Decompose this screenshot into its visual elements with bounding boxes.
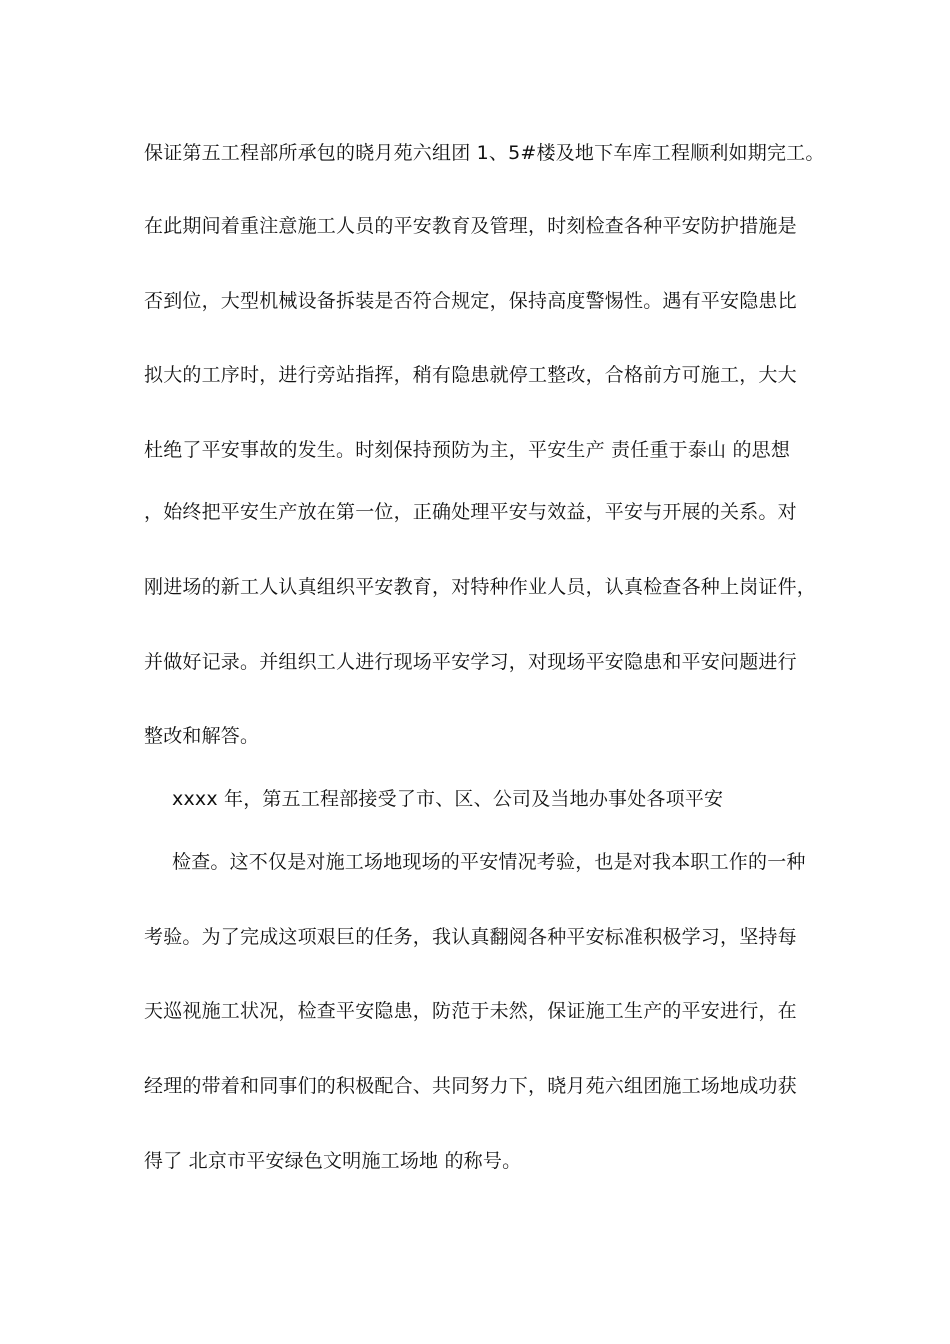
paragraph-line: 天巡视施工状况，检查平安隐患，防范于未然，保证施工生产的平安进行，在 [144,1000,797,1022]
paragraph-line: 否到位，大型机械设备拆装是否符合规定，保持高度警惕性。遇有平安隐患比 [144,290,797,312]
paragraph-line: 杜绝了平安事故的发生。时刻保持预防为主，平安生产 责任重于泰山 的思想 [144,439,791,461]
paragraph-line: 保证第五工程部所承包的晓月苑六组团 1、5#楼及地下车库工程顺利如期完工。 [144,142,825,164]
paragraph-line: 经理的带着和同事们的积极配合、共同努力下，晓月苑六组团施工场地成功获 [144,1075,797,1097]
paragraph-line: 检查。这不仅是对施工场地现场的平安情况考验，也是对我本职工作的一种 [172,851,806,873]
paragraph-line: ，始终把平安生产放在第一位，正确处理平安与效益，平安与开展的关系。对 [144,501,797,523]
paragraph-line: 在此期间着重注意施工人员的平安教育及管理，时刻检查各种平安防护措施是 [144,215,797,237]
paragraph-line: 拟大的工序时，进行旁站指挥，稍有隐患就停工整改，合格前方可施工，大大 [144,364,797,386]
paragraph-line: xxxx 年，第五工程部接受了市、区、公司及当地办事处各项平安 [172,788,724,810]
paragraph-line: 考验。为了完成这项艰巨的任务，我认真翻阅各种平安标准积极学习，坚持每 [144,926,797,948]
paragraph-line: 并做好记录。并组织工人进行现场平安学习，对现场平安隐患和平安问题进行 [144,651,797,673]
paragraph-line: 整改和解答。 [144,725,260,747]
paragraph-line: 得了 北京市平安绿色文明施工场地 的称号。 [144,1150,522,1172]
paragraph-line: 刚进场的新工人认真组织平安教育，对特种作业人员，认真检查各种上岗证件， [144,576,817,598]
